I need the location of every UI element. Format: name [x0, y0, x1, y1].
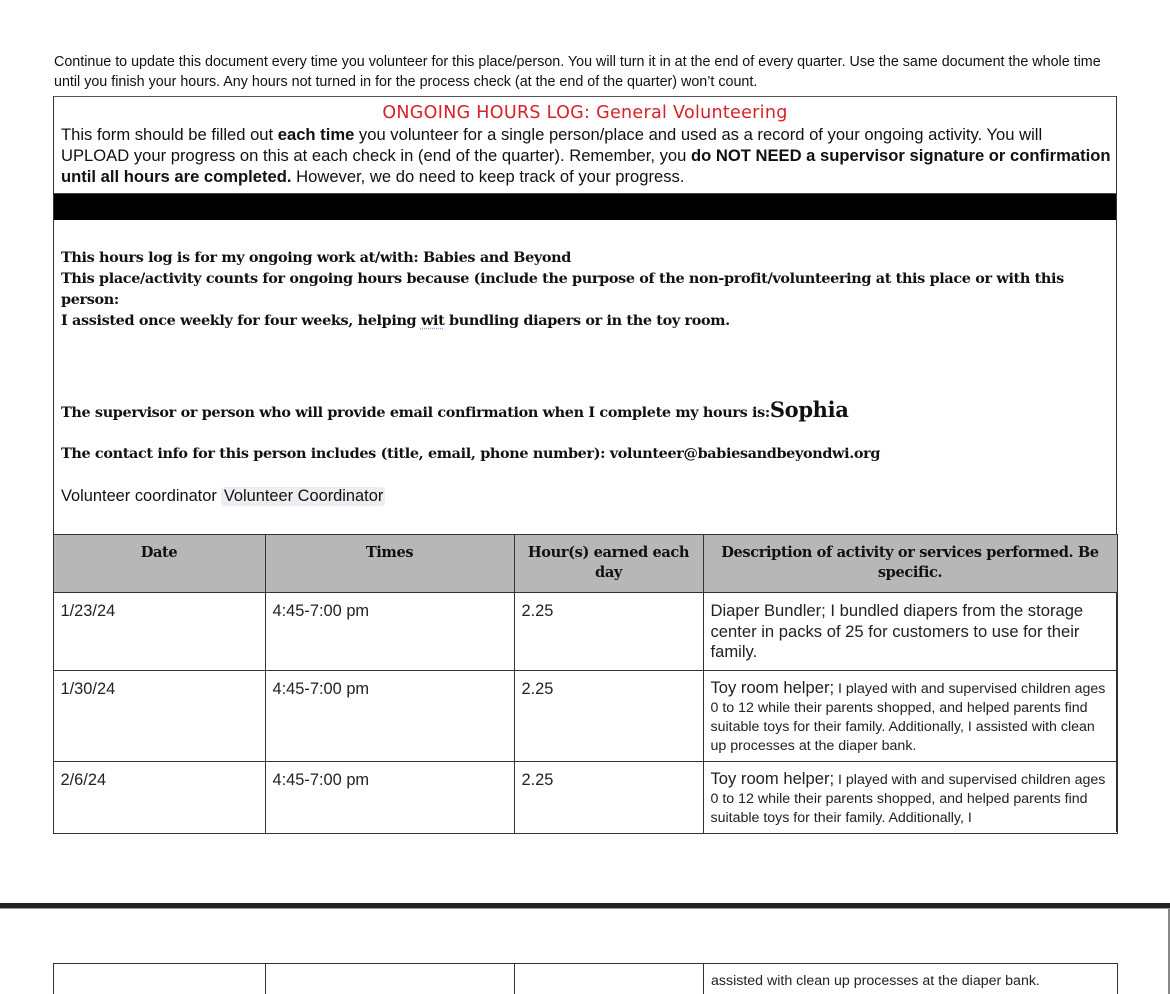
cell-date[interactable]: 1/23/24	[53, 593, 265, 671]
coordinator-smart-chip[interactable]: Volunteer Coordinator	[221, 487, 385, 506]
work-info	[61, 247, 1101, 331]
work-location-line[interactable]: This hours log is for my ongoing work at/with: Babies and Beyond	[61, 249, 571, 266]
cell-times[interactable]: 4:45-7:00 pm	[265, 762, 514, 834]
hours-log-form	[53, 96, 1117, 832]
section-divider-bar	[54, 194, 1116, 220]
spelling-flag[interactable]: wit	[420, 312, 445, 329]
cell-date-empty[interactable]	[54, 964, 266, 994]
purpose-answer-text-2: bundling diapers or in the toy room.	[444, 312, 730, 329]
purpose-prompt: This place/activity counts for ongoing hours because (include the purpose of the non-profit/volunteering at this place or with this person:	[61, 270, 1064, 308]
header-times: Times	[265, 535, 514, 593]
cell-date[interactable]: 2/6/24	[53, 762, 265, 834]
supervisor-line	[61, 397, 848, 426]
instructions-bold-1: each time	[277, 125, 355, 144]
purpose-answer-text-1: I assisted once weekly for four weeks, helping	[61, 312, 421, 329]
hours-log-table-continued	[53, 963, 1118, 994]
cell-hours[interactable]: 2.25	[514, 593, 703, 671]
table-row-continued	[54, 964, 1118, 994]
coordinator-line	[61, 486, 385, 506]
form-instructions	[61, 124, 1113, 187]
cell-times-empty[interactable]	[266, 964, 515, 994]
description-text: Diaper Bundler; I bundled diapers from the storage center in packs of 25 for customers to use for their family.	[710, 601, 1084, 661]
instructions-text-2: you volunteer for a single person/place and used as a record of your ongoing activity. You will UPLOAD your progress on this at each check in (end of the quarter). Remember, you	[61, 125, 1043, 165]
cell-hours-empty[interactable]	[515, 964, 704, 994]
form-header	[54, 97, 1116, 194]
table-row	[53, 593, 1117, 671]
header-hours: Hour(s) earned each day	[514, 535, 703, 593]
instructions-text-3: However, we do need to keep track of your progress.	[291, 167, 685, 186]
description-title: Toy room helper;	[710, 769, 835, 788]
cell-description[interactable]	[703, 671, 1117, 762]
table-row	[53, 762, 1117, 834]
cell-times[interactable]: 4:45-7:00 pm	[265, 593, 514, 671]
cell-hours[interactable]: 2.25	[514, 762, 703, 834]
header-description: Description of activity or services performed. Be specific.	[703, 535, 1117, 593]
cell-description-continued[interactable]: assisted with clean up processes at the diaper bank.	[704, 964, 1118, 994]
description-text: I played with and supervised children ages 0 to 12 while their parents shopped, and helped parents find suitable toys for their family. Additionally, I assisted with clean up processes at the diaper bank.	[710, 681, 1106, 754]
header-date: Date	[53, 535, 265, 593]
purpose-answer[interactable]	[61, 310, 1101, 331]
page-break-divider	[0, 903, 1170, 909]
cell-date[interactable]: 1/30/24	[53, 671, 265, 762]
cell-description[interactable]	[703, 762, 1117, 834]
coordinator-text[interactable]: Volunteer coordinator	[61, 487, 217, 505]
cell-description[interactable]	[703, 593, 1117, 671]
instructions-bold-2: do NOT NEED a supervisor signature or confirmation until all hours are completed.	[61, 146, 1111, 186]
cell-times[interactable]: 4:45-7:00 pm	[265, 671, 514, 762]
intro-instructions: Continue to update this document every time you volunteer for this place/person. You will turn it in at the end of every quarter. Use the same document the whole time until you finish your hours. Any hours not turned in for the process check (at the end of the quarter) won’t count.	[54, 54, 1101, 90]
hours-log-table	[53, 534, 1118, 834]
supervisor-name[interactable]: Sophia	[769, 397, 849, 422]
instructions-text-1: This form should be filled out	[61, 125, 278, 144]
description-text: I played with and supervised children ages 0 to 12 while their parents shopped, and helped parents find suitable toys for their family. Additionally, I	[710, 772, 1106, 826]
form-title: ONGOING HOURS LOG: General Volunteering	[382, 103, 788, 123]
supervisor-label: The supervisor or person who will provide email confirmation when I complete my hours is:	[61, 404, 770, 421]
table-row	[53, 671, 1117, 762]
contact-info-line[interactable]: The contact info for this person includes (title, email, phone number): volunteer@babiesandbeyondwi.org	[61, 445, 881, 462]
description-title: Toy room helper;	[710, 678, 835, 697]
table-header-row	[53, 535, 1117, 593]
cell-hours[interactable]: 2.25	[514, 671, 703, 762]
